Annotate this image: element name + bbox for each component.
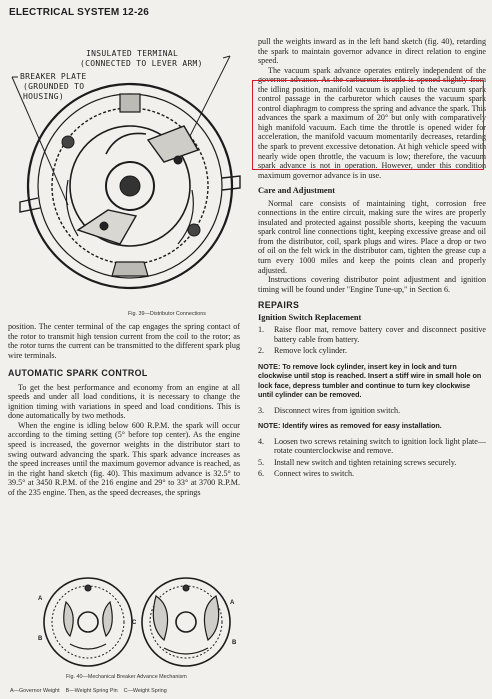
subheading-ignition-switch: Ignition Switch Replacement: [258, 312, 362, 322]
step-number: 6.: [258, 469, 265, 479]
step-number: 1.: [258, 325, 265, 335]
step-number: 4.: [258, 436, 265, 446]
note-remove-lock-cylinder: NOTE: To remove lock cylinder, insert key in lock and turn clockwise until stop is reached. Insert a stiff wire in small hole on lock face, depress tumbler and continue to turn key clockwise until cylinder can be removed.: [258, 361, 482, 400]
svg-text:B: B: [38, 636, 43, 642]
label-housing: HOUSING): [23, 92, 64, 101]
label-grounded-to: (GROUNDED TO: [23, 82, 85, 91]
page-header: ELECTRICAL SYSTEM 12-26: [9, 7, 150, 18]
step-number: 5.: [258, 457, 265, 467]
section-heading-repairs: REPAIRS: [258, 300, 300, 311]
step-number: 2.: [258, 346, 265, 356]
subheading-care-and-adjustment: Care and Adjustment: [258, 186, 336, 196]
step-5: [258, 458, 486, 468]
step-6: [258, 469, 486, 479]
step-2: [258, 346, 486, 356]
label-insulated-terminal: INSULATED TERMINAL: [86, 49, 179, 58]
fig40-legend: A—Governor Weight B—Weight Spring Pin C—Weight Spring: [10, 688, 167, 694]
step-number: 3.: [258, 405, 265, 415]
step-text: Install new switch and tighten retaining screws securely.: [274, 457, 457, 467]
step-1: [258, 325, 486, 344]
fig40-caption: Fig. 40—Mechanical Breaker Advance Mechanism: [66, 674, 187, 680]
fig39-caption: Fig. 39—Distributor Connections: [128, 311, 206, 317]
step-text: Loosen two screws retaining switch to ignition lock light plate—rotate counterclockwise and remove.: [274, 436, 486, 456]
svg-text:C: C: [132, 620, 137, 626]
section-heading-automatic-spark-control: AUTOMATIC SPARK CONTROL: [8, 368, 148, 379]
left-paragraph-3: When the engine is idling below 600 R.P.M. the spark will occur according to the timing setting (5° before top center). As the engine speed is increased, the governor weights in the distributor start to swing outward advancing the spark. This spark advance increases as the speed increases until the maximum governor advance is reached, as in the right hand sketch (fig. 40). This maximum advance is 32.5° to 39.5° at 3450 R.P.M. of the 216 engine and 29° to 33° at 3700 R.P.M. of the 235 engine. Then, as the speed decreases, the springs: [8, 420, 240, 497]
label-connected-to-lever: (CONNECTED TO LEVER ARM): [80, 59, 203, 68]
left-paragraph-1: position. The center terminal of the cap engages the spring contact of the rotor to transmit high tension current from the coil to the rotor; as the rotor turns the current can be transmitted to the different spark plug wire terminals.: [8, 322, 240, 360]
step-text: Raise floor mat, remove battery cover and disconnect positive battery cable from battery.: [274, 325, 486, 344]
label-breaker-plate: BREAKER PLATE: [20, 72, 87, 81]
svg-text:A: A: [38, 596, 43, 602]
step-text: Remove lock cylinder.: [274, 346, 348, 356]
highlight-box: [252, 80, 484, 170]
svg-text:A: A: [230, 600, 235, 606]
note-identify-wires: NOTE: Identify wires as removed for easy installation.: [258, 421, 442, 431]
figure-mechanical-breaker-advance: [8, 574, 244, 698]
svg-text:B: B: [232, 640, 237, 646]
right-paragraph-vacuum-advance: The vacuum spark advance operates entirely independent of the governor advance. As the carburetor throttle is opened slightly from the idling position, manifold vacuum is applied to the vacuum spark control passage in the carburetor which causes the vacuum spark control diaphragm to compress the spring and advance the spark. This advances the spark a maximum of 20° but only with comparatively high manifold vacuum. Each time the throttle is opened wider for acceleration, the manifold vacuum momentarily decreases, retarding the spark to prevent excessive detonation. At high vehicle speed with nearly wide open throttle, the vacuum is low; therefore, the vacuum spark advance is not in operation. However, under this condition maximum governor advance is in use.: [258, 65, 486, 180]
step-text: Disconnect wires from ignition switch.: [274, 405, 401, 415]
right-paragraph-1: pull the weights inward as in the left hand sketch (fig. 40), retarding the spark to maintain governor advance in direct relation to engine speed.: [258, 37, 486, 66]
step-text: Connect wires to switch.: [274, 469, 355, 479]
right-paragraph-care: Normal care consists of maintaining tight, corrosion free connections in the entire circuit, making sure the wires are properly insulated and protected against possible shorts, keeping the vacuum spark control line connections tight, keeping excessive grease and oil from the distributor, coil, spark plugs and wires. Place a drop or two of oil on the felt wick in the distributor cam, tighten the grease cup a turn every 1000 miles and keep the points clean and properly adjusted.: [258, 198, 486, 275]
step-4: [258, 437, 486, 456]
figure-distributor-connections: [8, 30, 244, 320]
left-column: [8, 322, 240, 497]
step-3: [258, 406, 486, 416]
left-paragraph-2: To get the best performance and economy from an engine at all speeds and under all load conditions, it is necessary to change the ignition timing with variations in speed and load conditions. This is done automatically by two methods.: [8, 382, 240, 421]
right-paragraph-instructions: Instructions covering distributor point adjustment and ignition timing will be found under "Engine Tune-up," in Section 6.: [258, 275, 486, 294]
